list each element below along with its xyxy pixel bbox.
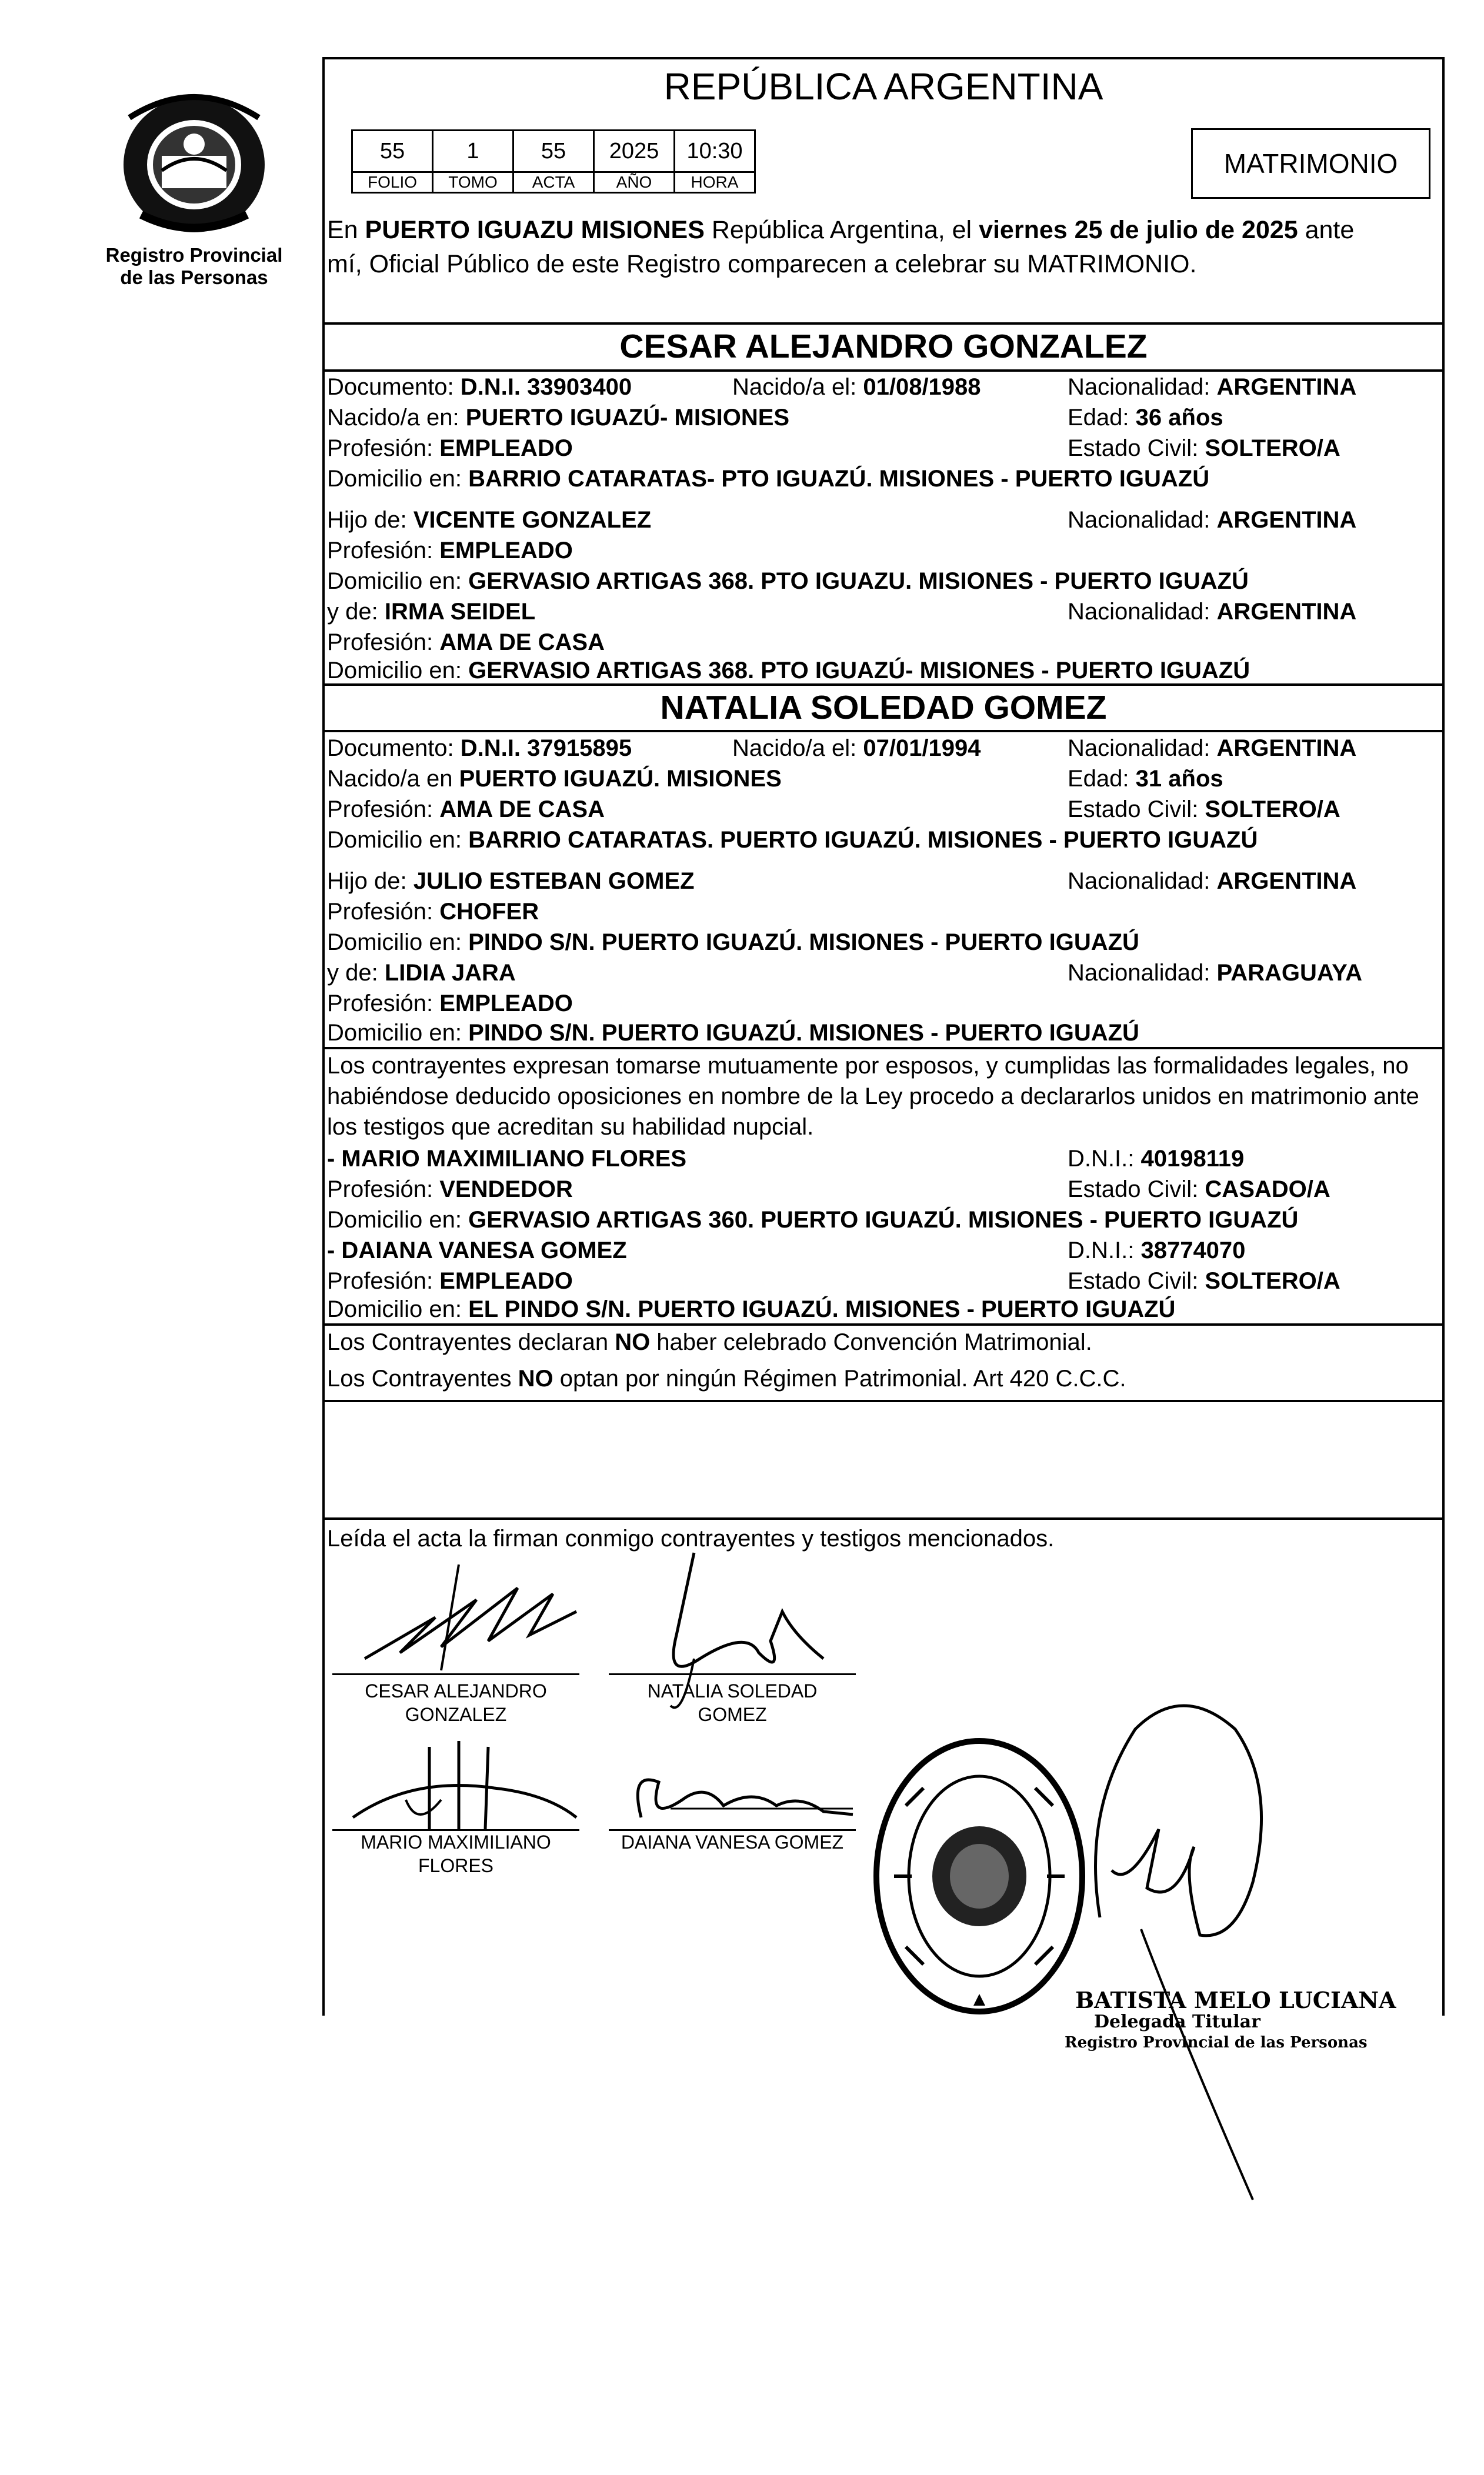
spouse1-civil: Estado Civil: SOLTERO/A (1068, 435, 1340, 461)
signature-caption-witness1: MARIO MAXIMILIANO FLORES (361, 1832, 551, 1876)
spouse2-dom: Domicilio en: BARRIO CATARATAS. PUERTO IGUAZÚ. MISIONES - PUERTO IGUAZÚ (327, 827, 1258, 853)
official-signature (1059, 1694, 1294, 2212)
spouse1-name: CESAR ALEJANDRO GONZALEZ (619, 328, 1148, 365)
signature-caption-spouse2: NATALIA SOLEDAD GOMEZ (647, 1680, 818, 1725)
intro-line-2: mí, Oficial Público de este Registro comparecen a celebrar su MATRIMONIO. (327, 250, 1197, 278)
declaration-line-3: los testigos que acreditan su habilidad nupcial. (327, 1114, 814, 1140)
acta-value: 55 (513, 131, 594, 172)
signature-caption-witness2: DAIANA VANESA GOMEZ (621, 1832, 844, 1853)
signature-spouse1 (353, 1553, 588, 1682)
spouse2-mother-prof: Profesión: EMPLEADO (327, 990, 573, 1016)
witness2-civil: Estado Civil: SOLTERO/A (1068, 1268, 1340, 1294)
official-office: Registro Provincial de las Personas (1065, 2034, 1368, 2052)
convention-line-2: Los Contrayentes NO optan por ningún Régimen Patrimonial. Art 420 C.C.C. (327, 1366, 1126, 1392)
spouse1-age: Edad: 36 años (1068, 405, 1223, 431)
spouse1-father-dom: Domicilio en: GERVASIO ARTIGAS 368. PTO IGUAZU. MISIONES - PUERTO IGUAZÚ (327, 568, 1249, 594)
spouse2-father-prof: Profesión: CHOFER (327, 899, 539, 925)
tomo-label: TOMO (433, 172, 513, 193)
spouse1-mother: y de: IRMA SEIDEL (327, 599, 536, 625)
spouse2-doc: Documento: D.N.I. 37915895 (327, 735, 632, 761)
hora-value: 10:30 (675, 131, 755, 172)
witness2-dni: D.N.I.: 38774070 (1068, 1238, 1246, 1263)
witness1-dom: Domicilio en: GERVASIO ARTIGAS 360. PUERTO IGUAZÚ. MISIONES - PUERTO IGUAZÚ (327, 1207, 1299, 1233)
act-type-box: MATRIMONIO (1191, 128, 1430, 199)
convention-line-1: Los Contrayentes declaran NO haber celebrado Convención Matrimonial. (327, 1329, 1092, 1355)
spouse1-mother-dom: Domicilio en: GERVASIO ARTIGAS 368. PTO IGUAZÚ- MISIONES - PUERTO IGUAZÚ (327, 658, 1250, 683)
logo-caption: Registro Provincial de las Personas (105, 244, 283, 288)
acta-label: ACTA (513, 172, 594, 193)
spouse2-born: Nacido/a el: 07/01/1994 (732, 735, 981, 761)
declaration-line-2: habiéndose deducido oposiciones en nombre de la Ley procedo a declararlos unidos en matrimonio ante (327, 1083, 1419, 1109)
official-seal (871, 1735, 1088, 2017)
signature-spouse2 (629, 1541, 823, 1729)
folio-label: FOLIO (352, 172, 433, 193)
witness2-prof: Profesión: EMPLEADO (327, 1268, 573, 1294)
witness1-dni: D.N.I.: 40198119 (1068, 1146, 1245, 1172)
anio-label: AÑO (594, 172, 675, 193)
signature-witness2 (623, 1759, 859, 1835)
spouse2-mother: y de: LIDIA JARA (327, 960, 516, 986)
spouse2-father-nat: Nacionalidad: ARGENTINA (1068, 868, 1357, 894)
spouse1-dom: Domicilio en: BARRIO CATARATAS- PTO IGUAZÚ. MISIONES - PUERTO IGUAZÚ (327, 466, 1210, 492)
signature-witness1 (341, 1729, 588, 1841)
spouse1-mother-nat: Nacionalidad: ARGENTINA (1068, 599, 1357, 625)
folio-table (351, 129, 756, 194)
spouse1-born: Nacido/a el: 01/08/1988 (732, 374, 981, 400)
spouse2-nat: Nacionalidad: ARGENTINA (1068, 735, 1357, 761)
hora-label: HORA (675, 172, 755, 193)
spouse1-father: Hijo de: VICENTE GONZALEZ (327, 507, 652, 533)
witness1-name: - MARIO MAXIMILIANO FLORES (327, 1146, 687, 1172)
page-title: REPÚBLICA ARGENTINA (663, 65, 1103, 108)
declaration-line-1: Los contrayentes expresan tomarse mutuamente por esposos, y cumplidas las formalidades legales, no (327, 1053, 1409, 1079)
spouse2-father-dom: Domicilio en: PINDO S/N. PUERTO IGUAZÚ. MISIONES - PUERTO IGUAZÚ (327, 929, 1139, 955)
spouse1-nat: Nacionalidad: ARGENTINA (1068, 374, 1357, 400)
intro-line-1: En PUERTO IGUAZU MISIONES República Argentina, el viernes 25 de julio de 2025 ante (327, 216, 1355, 244)
spouse2-birthplace: Nacido/a en PUERTO IGUAZÚ. MISIONES (327, 766, 782, 792)
spouse1-birthplace: Nacido/a en: PUERTO IGUAZÚ- MISIONES (327, 405, 790, 431)
official-name: BATISTA MELO LUCIANA (1075, 1987, 1396, 2013)
anio-value: 2025 (594, 131, 675, 172)
spouse1-prof: Profesión: EMPLEADO (327, 435, 573, 461)
spouse1-father-nat: Nacionalidad: ARGENTINA (1068, 507, 1357, 533)
official-role: Delegada Titular (1094, 2012, 1260, 2032)
folio-value: 55 (352, 131, 433, 172)
spouse1-father-prof: Profesión: EMPLEADO (327, 538, 573, 563)
spouse2-civil: Estado Civil: SOLTERO/A (1068, 796, 1340, 822)
spouse2-mother-dom: Domicilio en: PINDO S/N. PUERTO IGUAZÚ. MISIONES - PUERTO IGUAZÚ (327, 1020, 1139, 1046)
spouse2-age: Edad: 31 años (1068, 766, 1223, 792)
divider (322, 1400, 1445, 1402)
spouse2-name: NATALIA SOLEDAD GOMEZ (660, 689, 1107, 726)
tomo-value: 1 (433, 131, 513, 172)
closing-text: Leída el acta la firman conmigo contrayentes y testigos mencionados. (327, 1526, 1055, 1552)
spouse2-mother-nat: Nacionalidad: PARAGUAYA (1068, 960, 1362, 986)
spouse2-father: Hijo de: JULIO ESTEBAN GOMEZ (327, 868, 695, 894)
divider (322, 322, 1445, 325)
witness2-name: - DAIANA VANESA GOMEZ (327, 1238, 627, 1263)
province-logo (106, 82, 282, 241)
divider (322, 1517, 1445, 1520)
spouse1-mother-prof: Profesión: AMA DE CASA (327, 629, 605, 655)
witness1-prof: Profesión: VENDEDOR (327, 1176, 573, 1202)
spouse2-prof: Profesión: AMA DE CASA (327, 796, 605, 822)
signature-caption-spouse1: CESAR ALEJANDRO GONZALEZ (365, 1680, 547, 1725)
witness1-civil: Estado Civil: CASADO/A (1068, 1176, 1330, 1202)
spouse1-doc: Documento: D.N.I. 33903400 (327, 374, 632, 400)
witness2-dom: Domicilio en: EL PINDO S/N. PUERTO IGUAZÚ. MISIONES - PUERTO IGUAZÚ (327, 1296, 1176, 1322)
divider (322, 730, 1445, 732)
